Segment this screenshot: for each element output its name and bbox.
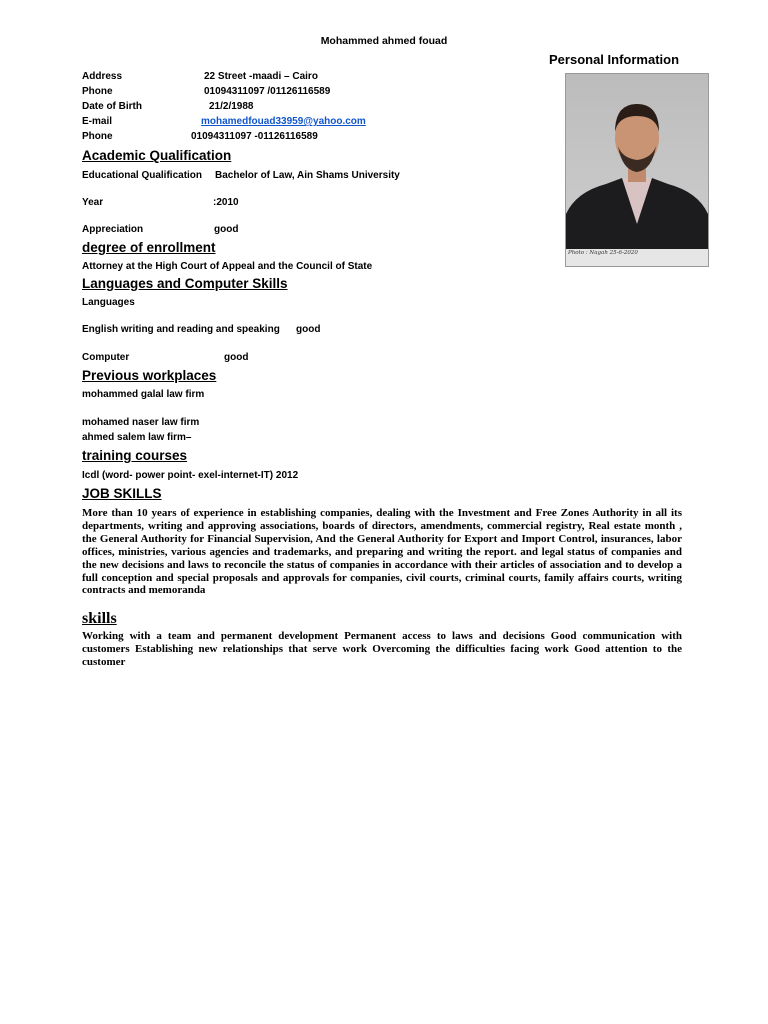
computer-skill-value: good xyxy=(224,352,249,363)
job-skills-heading: JOB SKILLS xyxy=(82,486,162,501)
photo-caption: Photo : Nagah 25-6-2020 xyxy=(568,250,638,256)
address-value: 22 Street -maadi – Cairo xyxy=(204,71,318,82)
phone-value: 01094311097 /01126116589 xyxy=(204,86,331,97)
languages-heading: Languages and Computer Skills xyxy=(82,276,288,291)
enrollment-heading: degree of enrollment xyxy=(82,240,216,255)
dob-label: Date of Birth xyxy=(82,101,142,112)
profile-photo xyxy=(565,73,709,267)
workplace-item: mohamed naser law firm xyxy=(82,417,200,428)
appreciation-value: good xyxy=(214,224,239,235)
year-label: Year xyxy=(82,197,104,208)
training-heading: training courses xyxy=(82,448,188,463)
phone-label: Phone xyxy=(82,86,113,97)
cv-name: Mohammed ahmed fouad xyxy=(320,35,448,47)
workplaces-heading: Previous workplaces xyxy=(82,368,217,383)
educational-qualification-label: Educational Qualification xyxy=(82,170,203,181)
training-text: Icdl (word- power point- exel-internet-IT) 2012 xyxy=(82,470,299,481)
phone2-label: Phone xyxy=(82,131,113,142)
personal-information-title: Personal Information xyxy=(549,52,680,67)
skills-text: Working with a team and permanent development Permanent access to laws and decisions Good communication with customers Establishing new relationships that serve work Overcoming the difficulties facing work Good attention to the customer xyxy=(82,630,682,668)
enrollment-text: Attorney at the High Court of Appeal and the Council of State xyxy=(82,261,373,272)
english-skill-label: English writing and reading and speaking xyxy=(82,324,280,335)
workplace-item: ahmed salem law firm– xyxy=(82,432,192,443)
languages-label: Languages xyxy=(82,297,135,308)
email-link[interactable]: mohamedfouad33959@yahoo.com xyxy=(201,116,366,127)
dob-value: 21/2/1988 xyxy=(209,101,254,112)
phone2-value: 01094311097 -01126116589 xyxy=(191,131,318,142)
email-label: E-mail xyxy=(82,116,113,127)
computer-skill-label: Computer xyxy=(82,352,130,363)
appreciation-label: Appreciation xyxy=(82,224,144,235)
address-label: Address xyxy=(82,71,123,82)
educational-qualification-value: Bachelor of Law, Ain Shams University xyxy=(215,170,400,181)
workplace-item: mohammed galal law firm xyxy=(82,389,205,400)
skills-heading: skills xyxy=(82,610,117,627)
job-skills-text: More than 10 years of experience in establishing companies, dealing with the Investment and Free Zones Authority in all its departments, writing and approving associations, boards of directors, amendments, commercial registry, Real estate month , the General Authority for Financial Supervision, And the General Authority for Export and Import Control, insurances, labor offices, ministries, various agencies and trademarks, and preparing and writing the report. and legal status of companies and the new decisions and laws to reconcile the status of companies in accordance with their articles of association and to develop a full conception and special proposals and approvals for companies, civil courts, criminal courts, family affairs courts, writing contracts and memoranda xyxy=(82,507,682,597)
portrait-figure xyxy=(566,74,708,266)
academic-heading: Academic Qualification xyxy=(82,148,232,163)
year-value: :2010 xyxy=(213,197,239,208)
english-skill-value: good xyxy=(296,324,321,335)
